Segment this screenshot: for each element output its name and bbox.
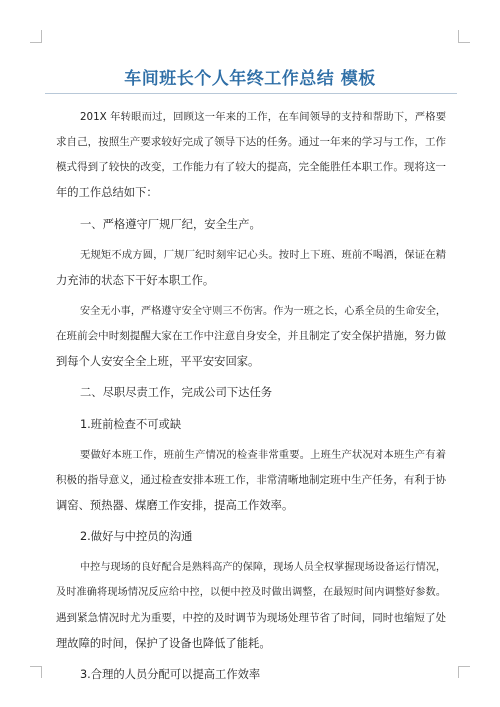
crop-mark-top-right-vertical [458, 30, 459, 42]
subsection-heading: 3.合理的人员分配可以提高工作效率 [80, 667, 261, 681]
subsection-heading: 1.班前检查不可或缺 [80, 417, 182, 431]
crop-mark-bottom-right [458, 666, 470, 667]
paragraph-line: 理故障的时间，保护了设备也降低了能耗。 [56, 636, 271, 650]
paragraph-line: 力充沛的状态下干好本职工作。 [56, 273, 215, 287]
paragraph-line: 201X 年转眼而过，回顾这一年来的工作，在车间领导的支持和帮助下，严格要 [80, 111, 446, 123]
paragraph-line: 模式得到了较快的改变，工作能力有了较大的提高，完全能胜任本职工作。现将这一 [56, 161, 446, 174]
crop-mark-top-left [30, 42, 42, 43]
paragraph-line: 求自己，按照生产要求较好完成了领导下达的任务。通过一年来的学习与工作，工作 [56, 136, 446, 149]
paragraph-line: 无规矩不成方圆，厂规厂纪时刻牢记心头。按时上下班、班前不喝酒，保证在精 [80, 248, 446, 261]
paragraph-line: 安全无小事，严格遵守安全守则三不伤害。作为一班之长，心系全员的生命安全， [80, 305, 446, 317]
paragraph-line: 及时准确将现场情况反应给中控，以便中控及时做出调整，在最短时间内调整好参数。 [56, 587, 446, 599]
paragraph-line: 到每个人安安全全上班，平平安安回家。 [56, 355, 260, 369]
crop-mark-bottom-left-vertical [41, 666, 42, 678]
paragraph-line: 年的工作总结如下： [56, 186, 158, 200]
paragraph-line: 在班前会中时刻提醒大家在工作中注意自身安全，并且制定了安全保护措施，努力做 [56, 330, 446, 343]
paragraph-line: 中控与现场的良好配合是熟料高产的保障，现场人员全权掌握现场设备运行情况， [80, 562, 446, 574]
paragraph-line: 调窑、预热器、煤磨工作安排，提高工作效率。 [56, 498, 294, 512]
document-title: 车间班长个人年终工作总结 模板 [124, 69, 376, 89]
section-heading: 二、尽职尽责工作，完成公司下达任务 [80, 386, 273, 400]
paragraph-line: 积极的指导意义，通过检查安排本班工作，非常清晰地制定班中生产任务，有利于协 [56, 473, 446, 486]
crop-mark-top-left-vertical [41, 30, 42, 42]
title-divider [45, 93, 457, 94]
crop-mark-bottom-right-vertical [458, 666, 459, 678]
subsection-heading: 2.做好与中控员的沟通 [80, 530, 193, 544]
section-heading: 一、严格遵守厂规厂纪，安全生产。 [80, 217, 261, 231]
document-body [56, 105, 446, 687]
paragraph-line: 遇到紧急情况时尤为重要，中控的及时调节为现场处理节省了时间，同时也缩短了处 [56, 611, 446, 624]
paragraph-line: 要做好本班工作，班前生产情况的检查非常重要。上班生产状况对本班生产有着 [80, 448, 446, 461]
crop-mark-top-right [458, 42, 470, 43]
